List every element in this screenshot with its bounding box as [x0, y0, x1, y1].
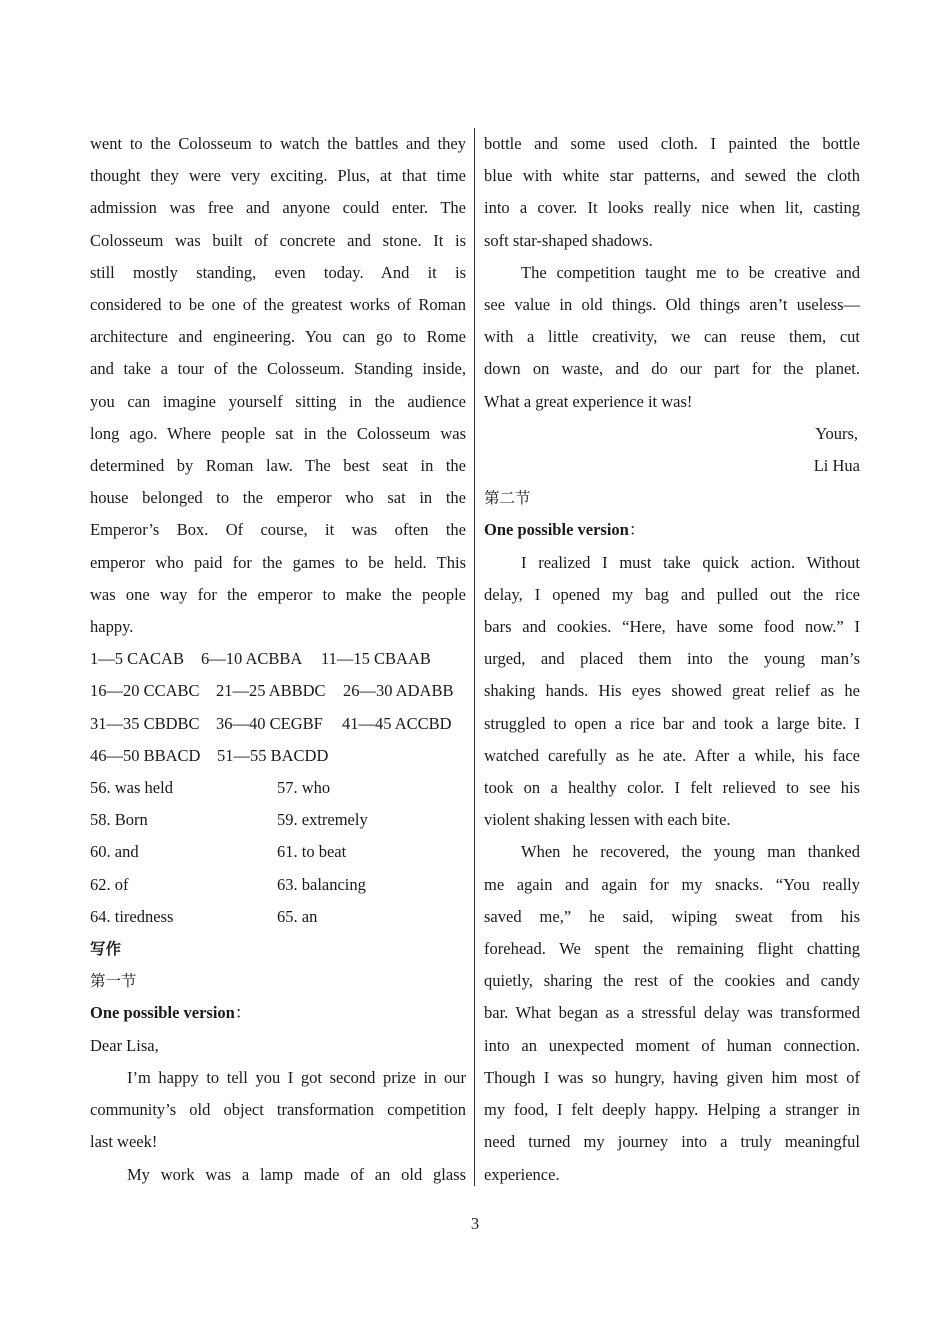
answer-group: 6—10 ACBBA: [201, 649, 303, 669]
fill-answer: 58. Born: [90, 810, 148, 830]
letter-line: blue with white star patterns, and sewed the cloth: [484, 166, 860, 186]
page-number: 3: [470, 1214, 480, 1233]
passage-line: Emperor’s Box. Of course, it was often the: [90, 520, 466, 540]
answer-row: [90, 675, 466, 707]
passage-line: still mostly standing, even today. And it is: [90, 262, 466, 282]
passage-line: long ago. Where people sat in the Colosseum was: [90, 423, 466, 443]
story-line: struggled to open a rice bar and took a large bite. I: [484, 713, 860, 733]
letter-line: soft star-shaped shadows.: [484, 230, 653, 250]
story-line: into an unexpected moment of human connection.: [484, 1035, 860, 1055]
letter-line: bottle and some used cloth. I painted the bottle: [484, 134, 860, 153]
fill-answer-row: [90, 836, 466, 868]
fill-answer: 61. to beat: [277, 842, 347, 862]
passage-line: and take a tour of the Colosseum. Standing inside,: [90, 359, 466, 379]
story-line: watched carefully as he ate. After a while, his face: [484, 745, 860, 765]
answer-group: 1—5 CACAB: [90, 649, 184, 669]
passage-line: was one way for the emperor to make the people: [90, 584, 466, 604]
passage-line: thought they were very exciting. Plus, at that time: [90, 166, 466, 186]
answer-row: [90, 708, 466, 740]
story-paragraph-2: [484, 836, 860, 1190]
story-line: quietly, sharing the rest of the cookies and candy: [484, 971, 860, 991]
fill-answer: 65. an: [277, 906, 318, 926]
passage-line: Colosseum was built of concrete and stone. It is: [90, 230, 466, 250]
writing-heading: 写作: [90, 940, 122, 959]
story-line: forehead. We spent the remaining flight chatting: [484, 939, 860, 959]
letter-line: My work was a lamp made of an old glass: [127, 1164, 466, 1184]
story-line: I realized I must take quick action. Without: [521, 552, 860, 572]
letter-salutation: Dear Lisa,: [90, 1035, 159, 1055]
answer-group: 36—40 CEGBF: [216, 713, 323, 733]
letter-line: I’m happy to tell you I got second prize in our: [127, 1067, 466, 1087]
story-line: experience.: [484, 1164, 560, 1184]
reading-passage-continuation: [90, 128, 466, 643]
story-paragraph-1: [484, 547, 860, 837]
multiple-choice-answer-key: [90, 643, 466, 772]
story-line: saved me,” he said, wiping sweat from his: [484, 906, 860, 926]
answer-group: 31—35 CBDBC: [90, 713, 200, 733]
letter-line: The competition taught me to be creative and: [521, 262, 860, 282]
answer-group: 41—45 ACCBD: [342, 713, 452, 733]
letter-line: What a great experience it was!: [484, 391, 693, 411]
story-line: shaking hands. His eyes showed great relief as he: [484, 681, 860, 701]
story-line: urged, and placed them into the young man’s: [484, 649, 860, 669]
fill-in-answers: [90, 772, 466, 933]
story-line: delay, I opened my bag and pulled out the rice: [484, 584, 860, 604]
story-line: violent shaking lessen with each bite.: [484, 810, 731, 830]
answer-group: 51—55 BACDD: [217, 745, 329, 765]
letter-signature: Li Hua: [813, 456, 860, 476]
version-colon: ：: [234, 1003, 252, 1023]
letter-line: last week!: [90, 1132, 158, 1152]
story-line: took on a healthy color. I felt relieved to see his: [484, 778, 860, 798]
passage-line: architecture and engineering. You can go to Rome: [90, 327, 466, 347]
passage-line: house belonged to the emperor who sat in the: [90, 488, 466, 508]
passage-line: happy.: [90, 617, 134, 637]
story-line: When he recovered, the young man thanked: [521, 842, 860, 862]
story-line: need turned my journey into a truly meaningful: [484, 1132, 860, 1152]
column-divider: [474, 128, 475, 1186]
fill-answer-row: [90, 804, 466, 836]
passage-line: considered to be one of the greatest works of Roman: [90, 295, 466, 315]
story-line: bars and cookies. “Here, have some food now.” I: [484, 617, 860, 637]
story-line: Though I was so hungry, having given him most of: [484, 1067, 860, 1087]
answer-row: [90, 740, 466, 772]
fill-answer-row: [90, 901, 466, 933]
letter-closing: Yours,: [815, 423, 858, 443]
version-colon: ：: [628, 520, 646, 540]
fill-answer: 64. tiredness: [90, 906, 174, 926]
version-heading: [484, 514, 860, 546]
letter-line: see value in old things. Old things aren’t useless—: [484, 295, 860, 315]
answer-group: 26—30 ADABB: [343, 681, 454, 701]
fill-answer: 63. balancing: [277, 874, 366, 894]
left-column: [90, 128, 466, 1191]
answer-group: 16—20 CCABC: [90, 681, 200, 701]
story-line: bar. What began as a stressful delay was transformed: [484, 1003, 860, 1023]
fill-answer-row: [90, 772, 466, 804]
answer-row: [90, 643, 466, 675]
story-line: my food, I felt deeply happy. Helping a stranger in: [484, 1100, 860, 1120]
story-line: me again and again for my snacks. “You really: [484, 874, 860, 894]
section-two-heading: 第二节: [484, 489, 531, 508]
passage-line: you can imagine yourself sitting in the audience: [90, 391, 466, 411]
letter-line: with a little creativity, we can reuse them, cut: [484, 327, 860, 347]
answer-group: 46—50 BBACD: [90, 745, 201, 765]
fill-answer: 57. who: [277, 778, 331, 798]
letter-line: community’s old object transformation competition: [90, 1100, 466, 1120]
passage-line: determined by Roman law. The best seat in the: [90, 456, 466, 476]
right-column: [484, 128, 860, 1191]
version-heading: [90, 997, 466, 1029]
fill-answer: 60. and: [90, 842, 139, 862]
version-label: One possible version: [90, 1003, 235, 1023]
passage-line: admission was free and anyone could enter. The: [90, 198, 466, 218]
letter-line: into a cover. It looks really nice when lit, casting: [484, 198, 860, 218]
fill-answer: 56. was held: [90, 778, 173, 798]
answer-group: 11—15 CBAAB: [321, 649, 431, 669]
section-one-heading: 第一节: [90, 972, 137, 991]
version-label: One possible version: [484, 520, 629, 540]
passage-line: emperor who paid for the games to be held. This: [90, 552, 466, 572]
letter-line: down on waste, and do our part for the planet.: [484, 359, 860, 379]
fill-answer: 59. extremely: [277, 810, 368, 830]
answer-group: 21—25 ABBDC: [216, 681, 326, 701]
fill-answer: 62. of: [90, 874, 129, 894]
passage-line: went to the Colosseum to watch the battles and they: [90, 134, 466, 153]
fill-answer-row: [90, 869, 466, 901]
